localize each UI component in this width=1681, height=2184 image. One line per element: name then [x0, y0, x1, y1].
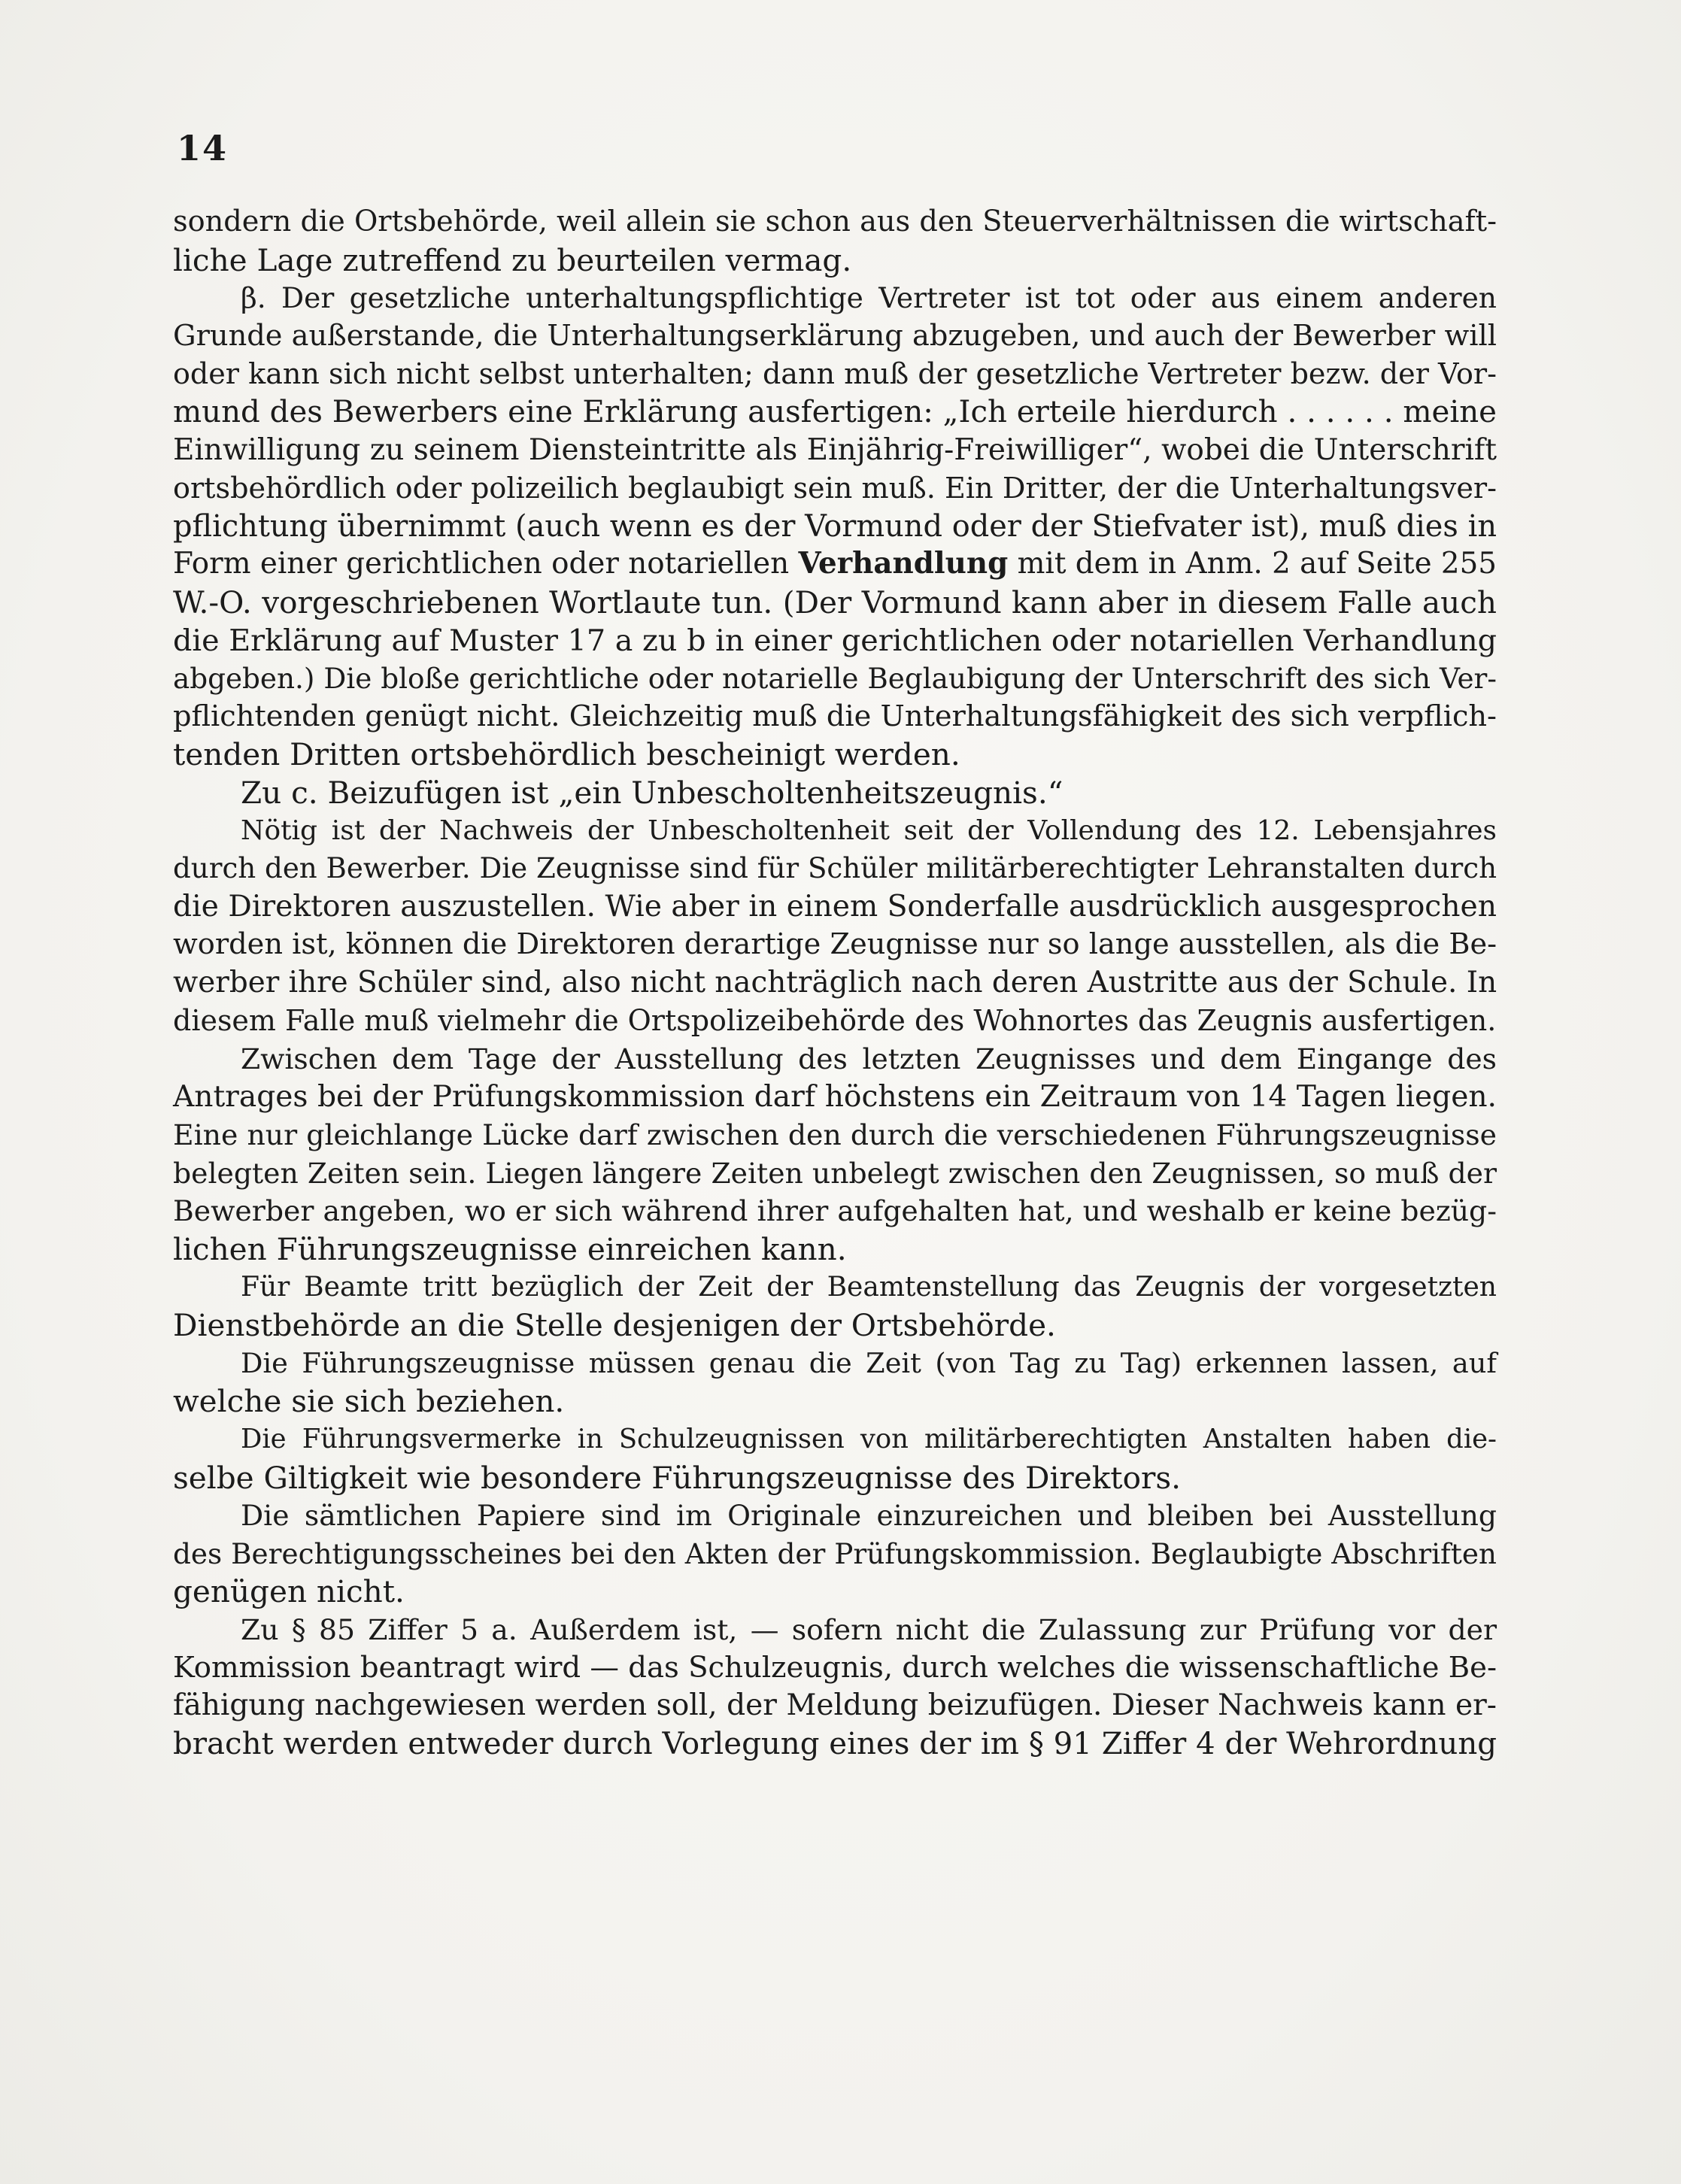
text-line: selbe Giltigkeit wie besondere Führungszeugnisse des Direktors. — [173, 1459, 1181, 1496]
text-line: Einwilligung zu seinem Diensteintritte als Einjährig-Freiwilliger“, wobei die Unterschrift — [173, 432, 1497, 467]
paragraph — [173, 203, 1497, 279]
text-line: Kommission beantragt wird — das Schulzeugnis, durch welches die wissenschaftliche Be- — [173, 1650, 1497, 1685]
text-line: W.-O. vorgeschriebenen Wortlaute tun. (Der Vormund kann aber in diesem Falle auch — [173, 584, 1497, 620]
text-line: Die Führungszeugnisse müssen genau die Zeit (von Tag zu Tag) erkennen lassen, auf — [241, 1346, 1497, 1379]
text-line: Nötig ist der Nachweis der Unbescholtenheit seit der Vollendung des 12. Lebensjahres — [241, 814, 1497, 846]
text-line: genügen nicht. — [173, 1573, 405, 1610]
text-line: tenden Dritten ortsbehördlich bescheinigt werden. — [173, 736, 960, 773]
text-line: oder kann sich nicht selbst unterhalten; dann muß der gesetzliche Vertreter bezw. der Vor- — [173, 357, 1497, 391]
paragraph — [173, 1611, 1497, 1763]
text-line: bracht werden entweder durch Vorlegung eines der im § 91 Ziffer 4 der Wehrordnung — [173, 1726, 1497, 1761]
text-line: Grunde außerstande, die Unterhaltungserklärung abzugeben, und auch der Bewerber will — [173, 318, 1497, 353]
text-line: werber ihre Schüler sind, also nicht nachträglich nach deren Austritte aus der Schule. In — [173, 965, 1497, 999]
paragraph — [173, 1345, 1497, 1421]
text-line: durch den Bewerber. Die Zeugnisse sind für Schüler militärberechtigter Lehranstalten durch — [173, 852, 1497, 885]
text-line: Form einer gerichtlichen oder notariellen Verhandlung mit dem in Anm. 2 auf Seite 255 — [173, 547, 1497, 581]
text-line: liche Lage zutreffend zu beurteilen vermag. — [173, 241, 852, 278]
text-line: mund des Bewerbers eine Erklärung ausfertigen: „Ich erteile hierdurch . . . . . . meine — [173, 394, 1497, 429]
text-line: diesem Falle muß vielmehr die Ortspolizeibehörde des Wohnortes das Zeugnis ausfertigen. — [173, 1004, 1497, 1038]
text-line: ortsbehördlich oder polizeilich beglaubigt sein muß. Ein Dritter, der die Unterhaltungsver- — [173, 472, 1497, 505]
text-line: Zwischen dem Tage der Ausstellung des letzten Zeugnisses und dem Eingange des — [241, 1042, 1497, 1076]
emphasized-word: Verhandlung — [798, 547, 1009, 581]
page-number: 14 — [177, 128, 229, 168]
text-line: Dienstbehörde an die Stelle desjenigen der Ortsbehörde. — [173, 1307, 1056, 1344]
text-line: die Erklärung auf Muster 17 a zu b in einer gerichtlichen oder notariellen Verhandlung — [173, 623, 1497, 658]
text-line: belegten Zeiten sein. Liegen längere Zeiten unbelegt zwischen den Zeugnissen, so muß der — [173, 1156, 1497, 1190]
text-line: die Direktoren auszustellen. Wie aber in einem Sonderfalle ausdrücklich ausgesprochen — [173, 889, 1497, 924]
paragraph — [173, 1421, 1497, 1497]
text-line: sondern die Ortsbehörde, weil allein sie schon aus den Steuerverhältnissen die wirtschaft- — [173, 205, 1497, 238]
text-line: Zu § 85 Ziffer 5 a. Außerdem ist, — sofern nicht die Zulassung zur Prüfung vor der — [241, 1612, 1497, 1646]
text-line: pflichtenden genügt nicht. Gleichzeitig muß die Unterhaltungsfähigkeit des sich verpflich- — [173, 699, 1497, 733]
text-line: Antrages bei der Prüfungskommission darf höchstens ein Zeitraum von 14 Tagen liegen. — [173, 1079, 1497, 1114]
paragraph — [173, 1040, 1497, 1269]
text-line: β. Der gesetzliche unterhaltungspflichtige Vertreter ist tot oder aus einem anderen — [241, 281, 1497, 315]
text-line: Bewerber angeben, wo er sich während ihrer aufgehalten hat, und weshalb er keine bezüg- — [173, 1194, 1497, 1228]
text-line: abgeben.) Die bloße gerichtliche oder notarielle Beglaubigung der Unterschrift des sich Ver- — [173, 662, 1497, 696]
paragraph — [173, 1269, 1497, 1345]
text-line: Für Beamte tritt bezüglich der Zeit der Beamtenstellung das Zeugnis der vorgesetzten — [241, 1271, 1497, 1303]
text-line: des Berechtigungsscheines bei den Akten der Prüfungskommission. Beglaubigte Abschriften — [173, 1536, 1497, 1570]
body-text — [173, 203, 1497, 1763]
paragraph — [173, 279, 1497, 774]
text-line: fähigung nachgewiesen werden soll, der Meldung beizufügen. Dieser Nachweis kann er- — [173, 1688, 1497, 1723]
paragraph — [173, 774, 1497, 812]
paragraph — [173, 812, 1497, 1041]
text-line: Die Führungsvermerke in Schulzeugnissen von militärberechtigten Anstalten haben die- — [241, 1424, 1497, 1454]
text-line: worden ist, können die Direktoren derartige Zeugnisse nur so lange ausstellen, als die Be- — [173, 927, 1497, 962]
text-line: Eine nur gleichlange Lücke darf zwischen den durch die verschiedenen Führungszeugnisse — [173, 1118, 1497, 1152]
text-line: pflichtung übernimmt (auch wenn es der Vormund oder der Stiefvater ist), muß dies in — [173, 508, 1497, 544]
text-line: Die sämtlichen Papiere sind im Originale einzureichen und bleiben bei Ausstellung — [241, 1499, 1497, 1533]
text-line: Zu c. Beizufügen ist „ein Unbescholtenheitszeugnis.“ — [241, 774, 1064, 811]
paragraph — [173, 1497, 1497, 1611]
text-line: lichen Führungszeugnisse einreichen kann. — [173, 1231, 847, 1268]
text-line: welche sie sich beziehen. — [173, 1383, 565, 1420]
